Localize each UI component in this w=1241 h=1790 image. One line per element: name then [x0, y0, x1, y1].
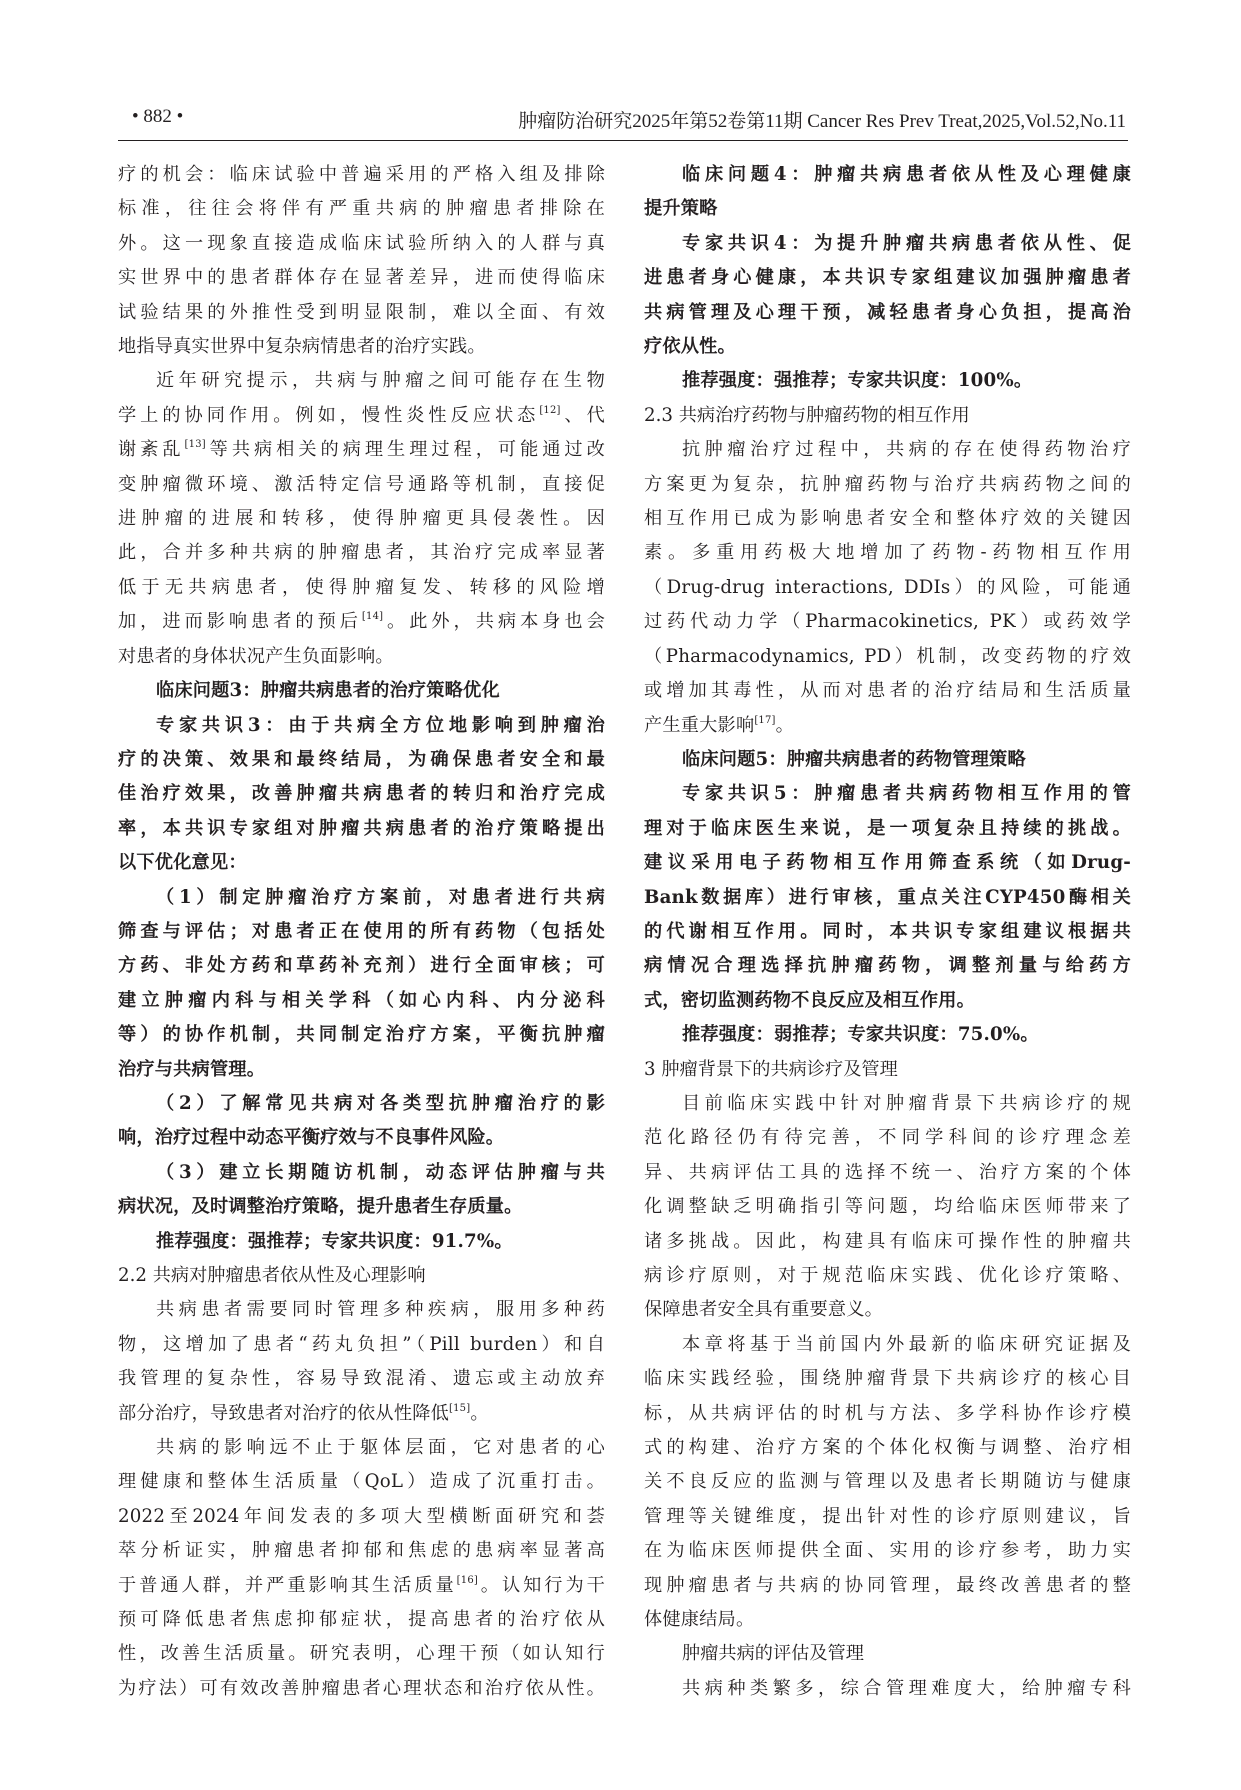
text-line: 范化路径仍有待完善，不同学科间的诊疗理念差: [644, 1127, 1131, 1149]
text-line: （Drug-drug interactions, DDIs）的风险，可能通: [644, 576, 1131, 598]
text-line: 萃分析证实，肿瘤患者抑郁和焦虑的患病率显著高: [118, 1540, 605, 1562]
expert-consensus-5: [644, 777, 1131, 1018]
text-line: 素。多重用药极大地增加了药物-药物相互作用: [644, 542, 1131, 564]
text-run: 。认知行为干: [478, 1574, 605, 1596]
text-line: 率，本共识专家组对肿瘤共病患者的治疗策略提出: [118, 817, 605, 839]
text-line: 外。这一现象直接造成临床试验所纳入的人群与真: [118, 232, 605, 254]
recommendation-strength-5: 推荐强度：弱推荐；专家共识度：75.0%。: [682, 1024, 1039, 1046]
section-heading-2-3: 2.3 共病治疗药物与肿瘤药物的相互作用: [644, 404, 970, 426]
text-line: 式，密切监测药物不良反应及相互作用。: [644, 989, 975, 1011]
text-run: 于普通人群，并严重影响其生活质量: [118, 1574, 457, 1596]
text-line: [118, 1569, 605, 1603]
text-run: 。此外，共病本身也会: [383, 611, 605, 633]
text-line: [118, 433, 605, 467]
text-line: 的代谢相互作用。同时，本共识专家组建议根据共: [644, 920, 1131, 942]
text-line: 标准，往往会将伴有严重共病的肿瘤患者排除在: [118, 198, 605, 220]
text-line: 近年研究提示，共病与肿瘤之间可能存在生物: [156, 370, 605, 392]
text-line: [118, 605, 605, 639]
section-heading-3: 3 肿瘤背景下的共病诊疗及管理: [644, 1058, 898, 1080]
text-run: 产生重大影响: [644, 714, 755, 736]
text-line: 物，这增加了患者“药丸负担”（Pill burden）和自: [118, 1333, 605, 1355]
text-line: 病情况合理选择抗肿瘤药物，调整剂量与给药方: [644, 955, 1131, 977]
text-line: 等）的协作机制，共同制定治疗方案，平衡抗肿瘤: [118, 1024, 605, 1046]
text-line: 地指导真实世界中复杂病情患者的治疗实践。: [118, 336, 486, 358]
text-line: 方案更为复杂，抗肿瘤药物与治疗共病药物之间的: [644, 473, 1131, 495]
text-run: 、代: [560, 404, 605, 426]
citation-ref: [17]: [754, 714, 776, 726]
text-line: （2）了解常见共病对各类型抗肿瘤治疗的影: [156, 1092, 605, 1114]
paragraph-pill-burden: [118, 1293, 605, 1431]
text-run: 加，进而影响患者的预后: [118, 611, 362, 633]
text-line: 佳治疗效果，改善肿瘤共病患者的转归和治疗完成: [118, 783, 605, 805]
clinical-question-3: 临床问题3：肿瘤共病患者的治疗策略优化: [156, 680, 500, 702]
text-line: 筛查与评估；对患者正在使用的所有药物（包括处: [118, 920, 605, 942]
text-line: 以下优化意见：: [118, 852, 247, 874]
text-line: [644, 709, 1131, 743]
text-line: 实世界中的患者群体存在显著差异，进而使得临床: [118, 267, 605, 289]
recommendation-strength-4: 推荐强度：强推荐；专家共识度：100%。: [682, 370, 1033, 392]
text-line: 化调整缺乏明确指引等问题，均给临床医师带来了: [644, 1196, 1131, 1218]
text-line: Bank数据库）进行审核，重点关注CYP450酶相关: [644, 886, 1131, 908]
citation-ref: [15]: [448, 1402, 471, 1414]
paragraph-psychological: [118, 1431, 605, 1706]
text-run: 学上的协同作用。例如，慢性炎性反应状态: [118, 404, 540, 426]
expert-consensus-3: [118, 709, 605, 881]
text-line: 预可降低患者焦虑抑郁症状，提高患者的治疗依从: [118, 1609, 605, 1631]
text-line: 式的构建、治疗方案的个体化权衡与调整、治疗相: [644, 1437, 1131, 1459]
text-line: 现肿瘤患者与共病的协同管理，最终改善患者的整: [644, 1574, 1131, 1596]
text-line: （3）建立长期随访机制，动态评估肿瘤与共: [156, 1161, 605, 1183]
left-column: [118, 158, 605, 1706]
text-line: 试验结果的外推性受到明显限制，难以全面、有效: [118, 301, 605, 323]
text-line: （Pharmacodynamics, PD）机制，改变药物的疗效: [644, 645, 1131, 667]
text-line: 病诊疗原则，对于规范临床实践、优化诊疗策略、: [644, 1265, 1131, 1286]
text-line: 建立肿瘤内科与相关学科（如心内科、内分泌科: [118, 989, 605, 1011]
text-line: 方药、非处方药和草药补充剂）进行全面审核；可: [118, 955, 605, 977]
text-line: 响，治疗过程中动态平衡疗效与不良事件风险。: [118, 1127, 505, 1149]
text-line: 理健康和整体生活质量（QoL）造成了沉重打击。: [118, 1471, 605, 1493]
section-heading-2-2: 2.2 共病对肿瘤患者依从性及心理影响: [118, 1265, 426, 1286]
consensus-3-item-1: [118, 881, 605, 1087]
text-line: 共病管理及心理干预，减轻患者身心负担，提高治: [644, 301, 1131, 323]
text-line: [118, 1397, 605, 1431]
text-line: 或增加其毒性，从而对患者的治疗结局和生活质量: [644, 680, 1131, 702]
paragraph-trial-exclusion: [118, 158, 605, 364]
text-line: 低于无共病患者，使得肿瘤复发、转移的风险增: [118, 576, 605, 598]
text-line: 异、共病评估工具的选择不统一、治疗方案的个体: [644, 1161, 1131, 1183]
text-line: 共病患者需要同时管理多种疾病，服用多种药: [156, 1299, 605, 1321]
page-number: • 882 •: [132, 106, 184, 127]
text-line: 目前临床实践中针对肿瘤背景下共病诊疗的规: [682, 1092, 1131, 1114]
text-run: 谢紊乱: [118, 439, 185, 461]
text-line: 疗的决策、效果和最终结局，为确保患者安全和最: [118, 748, 605, 770]
text-line: [118, 399, 605, 433]
citation-ref: [13]: [184, 439, 206, 451]
text-line: 此，合并多种共病的肿瘤患者，其治疗完成率显著: [118, 542, 605, 564]
text-line: 过药代动力学（Pharmacokinetics, PK）或药效学: [644, 611, 1131, 633]
text-line: 进患者身心健康，本共识专家组建议加强肿瘤患者: [644, 267, 1131, 289]
journal-citation: 肿瘤防治研究2025年第52卷第11期 Cancer Res Prev Treat,2025,Vol.52,No.11: [518, 111, 1126, 132]
citation-ref: [16]: [456, 1574, 478, 1586]
text-line: 共病种类繁多，综合管理难度大，给肿瘤专科: [682, 1677, 1131, 1699]
text-line: 在为临床医师提供全面、实用的诊疗参考，助力实: [644, 1540, 1131, 1562]
text-line: 诸多挑战。因此，构建具有临床可操作性的肿瘤共: [644, 1230, 1131, 1252]
text-line: 疗依从性。: [644, 336, 736, 358]
text-line: 我管理的复杂性，容易导致混淆、遗忘或主动放弃: [118, 1368, 605, 1390]
text-line: 共病的影响远不止于躯体层面，它对患者的心: [156, 1437, 605, 1459]
right-column: [644, 158, 1131, 1706]
text-line: 2022至2024年间发表的多项大型横断面研究和荟: [118, 1505, 605, 1527]
citation-ref: [12]: [539, 404, 561, 416]
text-line: 病状况，及时调整治疗策略，提升患者生存质量。: [118, 1196, 523, 1218]
recommendation-strength-3: 推荐强度：强推荐；专家共识度：91.7%。: [156, 1230, 513, 1252]
text-line: 管理等关键维度，提出针对性的诊疗原则建议，旨: [644, 1505, 1131, 1527]
text-line: 专家共识3：由于共病全方位地影响到肿瘤治: [156, 714, 605, 736]
text-line: 专家共识4：为提升肿瘤共病患者依从性、促: [682, 232, 1131, 254]
text-line: 体健康结局。: [644, 1609, 755, 1631]
paragraph-standardization: [644, 1087, 1131, 1328]
text-line: 为疗法）可有效改善肿瘤患者心理状态和治疗依从性。: [118, 1677, 605, 1699]
text-run: 等共病相关的病理生理过程，可能通过改: [205, 439, 605, 461]
clinical-question-4: [644, 158, 1131, 227]
paragraph-drug-interactions: [644, 433, 1131, 743]
consensus-3-item-2: [118, 1087, 605, 1156]
text-line: 抗肿瘤治疗过程中，共病的存在使得药物治疗: [682, 439, 1131, 461]
text-line: 关不良反应的监测与管理以及患者长期随访与健康: [644, 1471, 1131, 1493]
citation-ref: [14]: [361, 611, 384, 623]
paragraph-chapter-overview: [644, 1328, 1131, 1638]
text-line: 临床实践经验，围绕肿瘤背景下共病诊疗的核心目: [644, 1368, 1131, 1390]
text-line: 疗的机会：临床试验中普遍采用的严格入组及排除: [118, 164, 605, 185]
text-line: 保障患者安全具有重要意义。: [644, 1299, 884, 1321]
text-line: 进肿瘤的进展和转移，使得肿瘤更具侵袭性。因: [118, 508, 605, 530]
expert-consensus-4: [644, 227, 1131, 365]
text-line: 临床问题4：肿瘤共病患者依从性及心理健康: [682, 164, 1131, 185]
paragraph-synergy: [118, 364, 605, 674]
text-line: 对患者的身体状况产生负面影响。: [118, 645, 394, 667]
consensus-3-item-3: [118, 1156, 605, 1225]
text-line: 提升策略: [644, 198, 718, 220]
text-line: 治疗与共病管理。: [118, 1058, 266, 1080]
subsection-heading-3-1: 肿瘤共病的评估及管理: [682, 1643, 864, 1665]
text-line: 性，改善生活质量。研究表明，心理干预（如认知行: [118, 1643, 605, 1665]
text-line: 专家共识5：肿瘤患者共病药物相互作用的管: [682, 783, 1131, 805]
text-line: 变肿瘤微环境、激活特定信号通路等机制，直接促: [118, 473, 605, 495]
text-run: 。: [470, 1402, 489, 1424]
text-line: 标，从共病评估的时机与方法、多学科协作诊疗模: [644, 1402, 1131, 1424]
clinical-question-5: 临床问题5：肿瘤共病患者的药物管理策略: [682, 748, 1026, 770]
text-run: 部分治疗，导致患者对治疗的依从性降低: [118, 1402, 449, 1424]
text-run: 。: [775, 714, 795, 736]
text-line: 理对于临床医生来说，是一项复杂且持续的挑战。: [644, 817, 1131, 839]
text-line: 建议采用电子药物相互作用筛查系统（如Drug-: [644, 852, 1131, 874]
running-header: [118, 98, 1128, 141]
text-line: 相互作用已成为影响患者安全和整体疗效的关键因: [644, 508, 1131, 530]
text-line: （1）制定肿瘤治疗方案前，对患者进行共病: [156, 886, 605, 908]
text-line: 本章将基于当前国内外最新的临床研究证据及: [682, 1333, 1131, 1355]
